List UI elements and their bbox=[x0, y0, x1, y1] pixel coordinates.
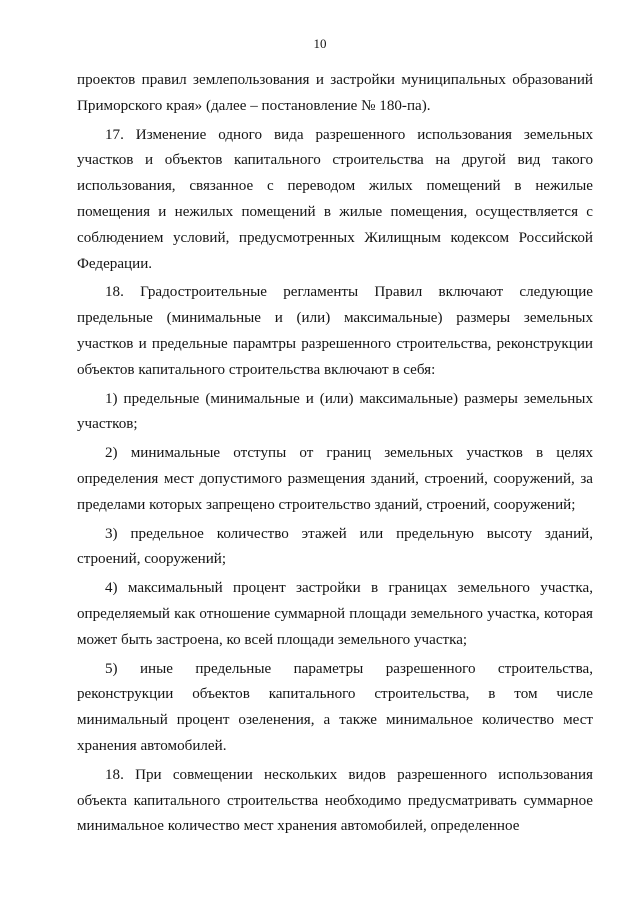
paragraph-continuation: проектов правил землепользования и застройки муниципальных образований Приморского края» (далее – постановление № 180-па). bbox=[77, 72, 593, 114]
list-item-5: 5) иные предельные параметры разрешенного строительства, реконструкции объектов капитального строительства, в том числе минимальный процент озеленения, а также минимальное количество мест хранения автомобилей. bbox=[77, 660, 593, 754]
list-item-4: 4) максимальный процент застройки в границах земельного участка, определяемый как отношение суммарной площади земельного участка, которая может быть застроена, ко всей площади земельного участка; bbox=[77, 580, 593, 648]
paragraph-18-regulations: 18. Градостроительные регламенты Правил включают следующие предельные (минимальные и (или) максимальные) размеры земельных участков и предельные парамтры разрешенного строительства, реконструкции объектов капитального строительства включают в себя: bbox=[77, 284, 593, 378]
paragraph-18-combination: 18. При совмещении нескольких видов разрешенного использования объекта капитального строительства необходимо предусматривать суммарное минимальное количество мест хранения автомобилей, определенное bbox=[77, 766, 593, 835]
list-item-1: 1) предельные (минимальные и (или) максимальные) размеры земельных участков; bbox=[77, 390, 593, 433]
page-number: 10 bbox=[313, 36, 327, 51]
list-item-3: 3) предельное количество этажей или предельную высоту зданий, строений, сооружений; bbox=[77, 525, 593, 568]
list-item-2: 2) минимальные отступы от границ земельных участков в целях определения мест допустимого размещения зданий, строений, сооружений, за пределами которых запрещено строительство зданий, строений, сооружений; bbox=[77, 445, 593, 513]
document-body bbox=[77, 68, 593, 840]
paragraph-17: 17. Изменение одного вида разрешенного использования земельных участков и объектов капитального строительства на другой вид такого использования, связанное с переводом жилых помещений в нежилые помещения и нежилых помещений в жилые помещения, осуществляется с соблюдением условий, предусмотренных Жилищным кодексом Российской Федерации. bbox=[77, 126, 593, 272]
